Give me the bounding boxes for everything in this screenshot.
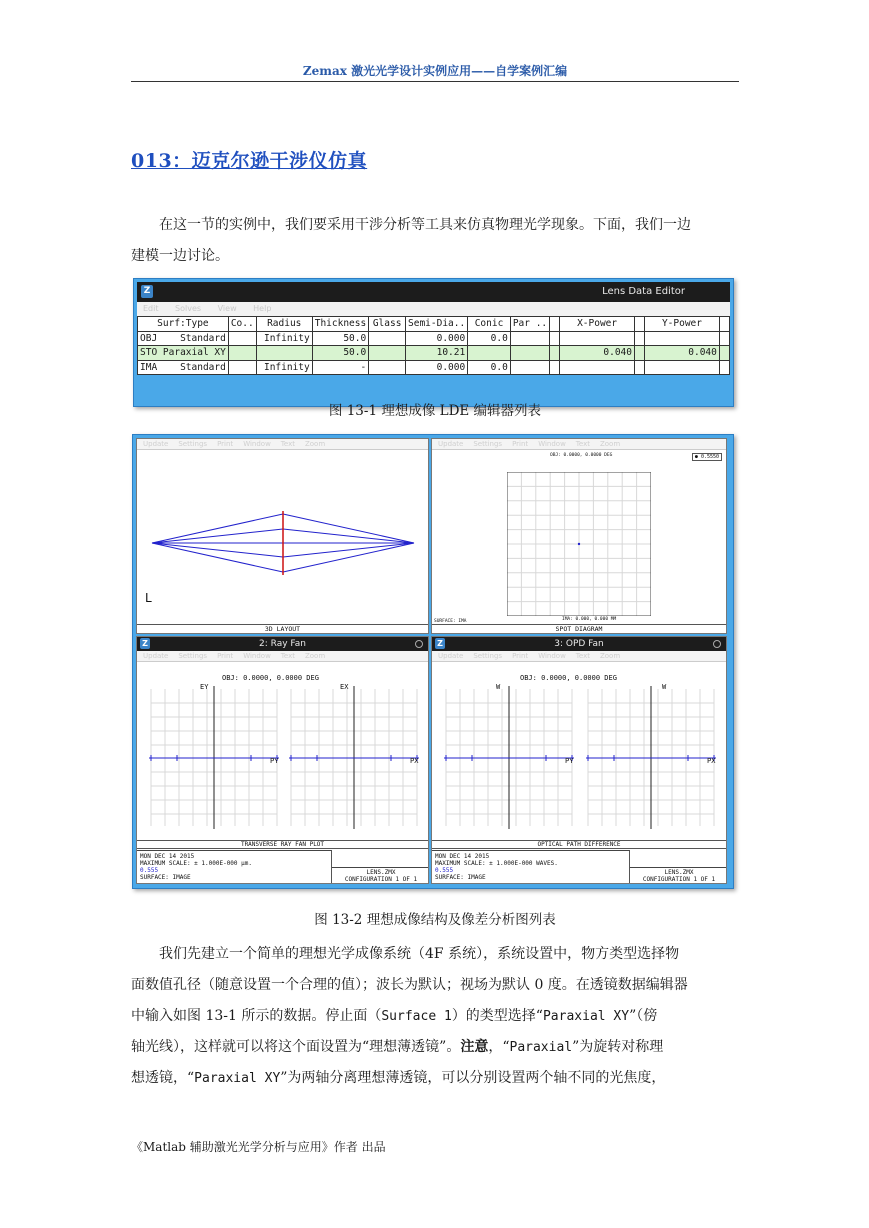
ray-fan-info: MON DEC 14 2015 MAXIMUM SCALE: ± 1.000E-000 µm. 0.555 SURFACE: IMAGE bbox=[137, 850, 332, 884]
body-code-paraxial: Paraxial bbox=[509, 1040, 573, 1055]
opd-fan-pane[interactable] bbox=[431, 636, 727, 884]
col-y-power[interactable]: Y-Power bbox=[645, 317, 720, 332]
figure-caption-13-1: 图 13-1 理想成像 LDE 编辑器列表 bbox=[328, 403, 542, 419]
header-rule bbox=[131, 81, 739, 82]
page-footer: 《Matlab 辅助激光光学分析与应用》作者 出品 bbox=[131, 1140, 386, 1154]
body-line-1: 我们先建立一个简单的理想光学成像系统（4F 系统），系统设置中，物方类型选择物 bbox=[159, 946, 680, 962]
cell-surface[interactable]: IMA Standard bbox=[138, 360, 229, 375]
opd-fan-obj-label: OBJ: 0.0000, 0.0000 DEG bbox=[520, 674, 617, 682]
col-comment[interactable]: Co.. bbox=[228, 317, 256, 332]
ray-fan-ey-label: EY bbox=[200, 683, 209, 691]
spot-side-label: IMA: 0.000, 0.000 MM bbox=[562, 617, 617, 622]
col-thickness[interactable]: Thickness bbox=[312, 317, 368, 332]
body-line-3b: ）的类型选择“ bbox=[451, 1008, 543, 1024]
spot-top-label: OBJ: 0.0000, 0.0000 DEG bbox=[550, 453, 613, 458]
menu-solves[interactable]: Solves bbox=[175, 304, 202, 313]
cell-conic[interactable] bbox=[468, 346, 511, 361]
cell-glass[interactable] bbox=[369, 331, 406, 346]
cell-par[interactable] bbox=[510, 346, 549, 361]
ray-fan-plots bbox=[137, 681, 429, 841]
cell-spacer bbox=[635, 360, 645, 375]
body-code-surface1: Surface 1 bbox=[381, 1009, 452, 1024]
analysis-windows bbox=[132, 434, 734, 889]
layout-drawing bbox=[137, 451, 429, 627]
table-row[interactable] bbox=[138, 331, 730, 346]
cell-conic[interactable]: 0.0 bbox=[468, 331, 511, 346]
layout-axis-label: L bbox=[145, 591, 152, 605]
body-line-2: 面数值孔径（随意设置一个合理的值）；波长为默认；视场为默认 0 度。在透镜数据编辑器 bbox=[131, 977, 688, 993]
col-spacer bbox=[550, 317, 560, 332]
intro-line-1: 在这一节的实例中，我们要采用干涉分析等工具来仿真物理光学现象。下面，我们一边 bbox=[159, 217, 691, 233]
ray-fan-ex-label: EX bbox=[340, 683, 349, 691]
cell-thickness[interactable]: - bbox=[312, 360, 368, 375]
opd-fan-footer: OPTICAL PATH DIFFERENCE bbox=[432, 840, 726, 849]
menu-help[interactable]: Help bbox=[253, 304, 272, 313]
opd-fan-w1-label: W bbox=[496, 683, 501, 691]
cell-glass[interactable] bbox=[369, 360, 406, 375]
section-title[interactable]: 013：迈克尔逊干涉仪仿真 bbox=[131, 150, 368, 172]
opd-fan-w2-label: W bbox=[662, 683, 667, 691]
ray-fan-px-label: PX bbox=[410, 757, 419, 765]
lde-table bbox=[137, 316, 730, 375]
zemax-window-icon[interactable]: Z bbox=[140, 638, 150, 649]
col-surf-type[interactable]: Surf:Type bbox=[138, 317, 229, 332]
cell-thickness[interactable]: 50.0 bbox=[312, 331, 368, 346]
intro-line-2: 建模一边讨论。 bbox=[131, 248, 229, 264]
cell-y-power[interactable] bbox=[645, 360, 720, 375]
zemax-window-icon[interactable]: Z bbox=[141, 285, 153, 298]
figure-caption-13-2: 图 13-2 理想成像结构及像差分析图列表 bbox=[314, 912, 556, 928]
spot-legend: ● 0.5550 bbox=[692, 453, 722, 461]
cell-comment[interactable] bbox=[228, 360, 256, 375]
close-icon[interactable] bbox=[415, 640, 423, 648]
spot-grid bbox=[507, 472, 651, 616]
body-line-3a: 中输入如图 13-1 所示的数据。停止面（ bbox=[131, 1008, 382, 1024]
cell-x-power[interactable] bbox=[560, 331, 635, 346]
cell-par[interactable] bbox=[510, 360, 549, 375]
body-line-5a: 想透镜，“ bbox=[131, 1070, 195, 1086]
ray-fan-titlebar[interactable] bbox=[137, 637, 428, 651]
lens-data-editor-window[interactable] bbox=[133, 278, 734, 407]
cell-thickness[interactable]: 50.0 bbox=[312, 346, 368, 361]
lde-titlebar[interactable] bbox=[137, 282, 730, 302]
opd-fan-title: 3: OPD Fan bbox=[554, 639, 604, 649]
body-line-4a: 轴光线），这样就可以将这个面设置为“理想薄透镜”。 bbox=[131, 1039, 461, 1055]
lde-menu-bar bbox=[137, 302, 730, 316]
cell-spacer bbox=[635, 331, 645, 346]
col-par[interactable]: Par .. bbox=[510, 317, 549, 332]
ray-fan-pane[interactable] bbox=[136, 636, 429, 884]
cell-y-power[interactable]: 0.040 bbox=[645, 346, 720, 361]
cell-spacer bbox=[719, 360, 729, 375]
cell-x-power[interactable] bbox=[560, 360, 635, 375]
cell-par[interactable] bbox=[510, 331, 549, 346]
col-conic[interactable]: Conic bbox=[468, 317, 511, 332]
ray-fan-footer: TRANSVERSE RAY FAN PLOT bbox=[137, 840, 428, 849]
body-code-paraxialxy: Paraxial XY bbox=[542, 1009, 630, 1024]
ray-fan-title: 2: Ray Fan bbox=[259, 639, 306, 649]
body-line-4b: ，“ bbox=[488, 1039, 510, 1055]
cell-spacer bbox=[635, 346, 645, 361]
spot-surface-label: SURFACE: IMA bbox=[434, 619, 467, 624]
col-spacer bbox=[719, 317, 729, 332]
cell-surface[interactable]: OBJ Standard bbox=[138, 331, 229, 346]
layout-menu-bar: Update Settings Print Window Text Zoom bbox=[137, 439, 428, 450]
menu-view[interactable]: View bbox=[217, 304, 237, 313]
spot-footer: SPOT DIAGRAM bbox=[432, 624, 726, 633]
lde-header-row bbox=[138, 317, 730, 332]
col-semi-diameter[interactable]: Semi-Dia.. bbox=[406, 317, 468, 332]
cell-spacer bbox=[719, 346, 729, 361]
cell-radius[interactable]: Infinity bbox=[256, 331, 312, 346]
body-line-3c: ”（傍 bbox=[629, 1008, 658, 1024]
layout-pane[interactable] bbox=[136, 438, 429, 634]
cell-radius[interactable]: Infinity bbox=[256, 360, 312, 375]
body-note-bold: 注意 bbox=[460, 1039, 489, 1055]
menu-edit[interactable]: Edit bbox=[143, 304, 159, 313]
close-icon[interactable] bbox=[713, 640, 721, 648]
cell-semi-diameter[interactable]: 0.000 bbox=[406, 331, 468, 346]
cell-spacer bbox=[550, 346, 560, 361]
ray-fan-menu-bar: Update Settings Print Window Text Zoom bbox=[137, 651, 428, 662]
cell-semi-diameter[interactable]: 0.000 bbox=[406, 360, 468, 375]
col-x-power[interactable]: X-Power bbox=[560, 317, 635, 332]
opd-fan-info: MON DEC 14 2015 MAXIMUM SCALE: ± 1.000E-000 WAVES. 0.555 SURFACE: IMAGE bbox=[432, 850, 630, 884]
cell-glass[interactable] bbox=[369, 346, 406, 361]
ray-fan-py-label: PY bbox=[270, 757, 279, 765]
ray-fan-obj-label: OBJ: 0.0000, 0.0000 DEG bbox=[222, 674, 319, 682]
cell-y-power[interactable] bbox=[645, 331, 720, 346]
body-paragraph bbox=[131, 939, 739, 1094]
body-line-4c: ”为旋转对称理 bbox=[572, 1039, 664, 1055]
opd-fan-plots bbox=[432, 681, 727, 841]
zemax-window-icon[interactable]: Z bbox=[435, 638, 445, 649]
cell-comment[interactable] bbox=[228, 346, 256, 361]
opd-fan-menu-bar: Update Settings Print Window Text Zoom bbox=[432, 651, 726, 662]
cell-x-power[interactable]: 0.040 bbox=[560, 346, 635, 361]
lde-title: Lens Data Editor bbox=[602, 286, 685, 297]
page-header: Zemax 激光光学设计实例应用——自学案例汇编 bbox=[302, 64, 568, 78]
table-row[interactable] bbox=[138, 346, 730, 361]
opd-fan-file-info: LENS.ZMX CONFIGURATION 1 OF 1 bbox=[630, 867, 727, 884]
layout-footer: 3D LAYOUT bbox=[137, 624, 428, 633]
cell-radius[interactable] bbox=[256, 346, 312, 361]
cell-spacer bbox=[719, 331, 729, 346]
col-radius[interactable]: Radius bbox=[256, 317, 312, 332]
opd-fan-py-label: PY bbox=[565, 757, 574, 765]
opd-fan-titlebar[interactable] bbox=[432, 637, 726, 651]
spot-pane[interactable] bbox=[431, 438, 727, 634]
cell-surface[interactable]: STO Paraxial XY bbox=[138, 346, 229, 361]
cell-conic[interactable]: 0.0 bbox=[468, 360, 511, 375]
table-row[interactable] bbox=[138, 360, 730, 375]
opd-fan-px-label: PX bbox=[707, 757, 716, 765]
col-spacer bbox=[635, 317, 645, 332]
cell-spacer bbox=[550, 360, 560, 375]
body-line-5b: ”为两轴分离理想薄透镜，可以分别设置两个轴不同的光焦度， bbox=[280, 1070, 666, 1086]
spot-menu-bar: Update Settings Print Window Text Zoom bbox=[432, 439, 726, 450]
cell-semi-diameter[interactable]: 10.21 bbox=[406, 346, 468, 361]
intro-paragraph bbox=[131, 210, 739, 272]
ray-fan-file-info: LENS.ZMX CONFIGURATION 1 OF 1 bbox=[332, 867, 429, 884]
body-code-paraxialxy-2: Paraxial XY bbox=[194, 1071, 281, 1086]
cell-comment[interactable] bbox=[228, 331, 256, 346]
col-glass[interactable]: Glass bbox=[369, 317, 406, 332]
cell-spacer bbox=[550, 331, 560, 346]
